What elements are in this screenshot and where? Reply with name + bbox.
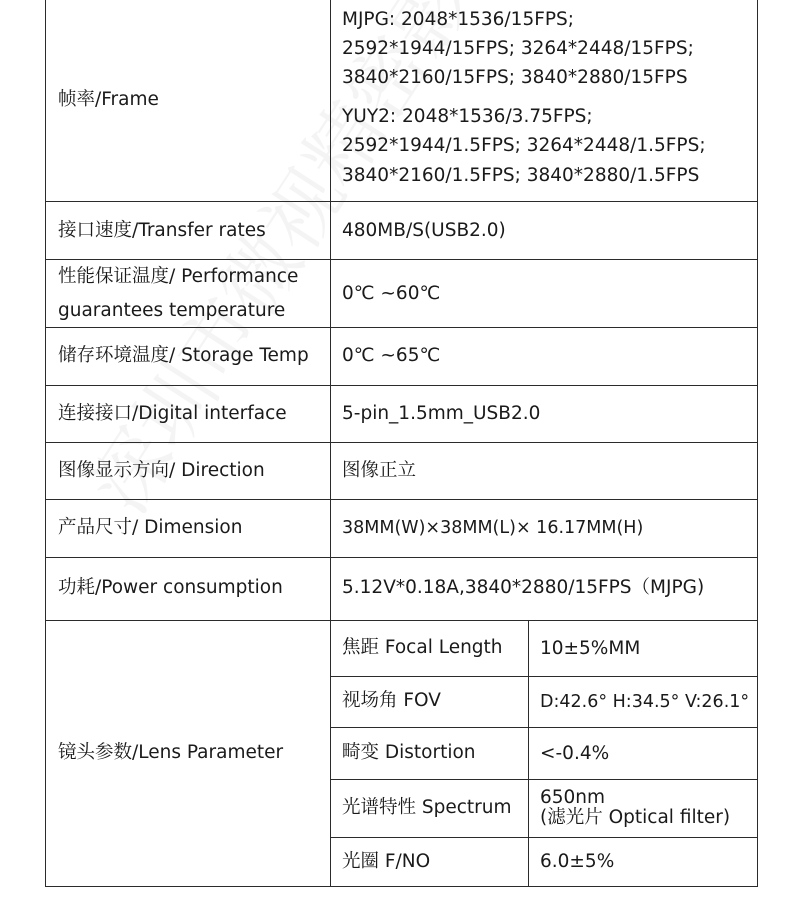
digital-interface-label: 连接接口/Digital interface — [58, 403, 287, 424]
frame-value-line: 3840*2160/1.5FPS; 3840*2880/1.5FPS — [342, 165, 700, 186]
frame-value-line: 2592*1944/15FPS; 3264*2448/15FPS; — [342, 38, 694, 59]
focal-length-value: 10±5%MM — [540, 638, 641, 659]
frame-value-line: YUY2: 2048*1536/3.75FPS; — [342, 106, 593, 127]
distortion-value: <-0.4% — [540, 743, 610, 764]
aperture-value: 6.0±5% — [540, 851, 615, 872]
fov-label: 视场角 FOV — [342, 690, 441, 711]
performance-temp-label: guarantees temperature — [58, 300, 286, 321]
digital-interface-value: 5-pin_1.5mm_USB2.0 — [342, 403, 541, 424]
spectrum-value: 650nm — [540, 787, 606, 808]
dimension-label: 产品尺寸/ Dimension — [58, 517, 243, 538]
frame-value-line: MJPG: 2048*1536/15FPS; — [342, 9, 574, 30]
frame-value-line: 3840*2160/15FPS; 3840*2880/15FPS — [342, 67, 688, 88]
spectrum-label: 光谱特性 Spectrum — [342, 797, 512, 818]
spectrum-filter-value: (滤光片 Optical filter) — [540, 807, 731, 828]
direction-value: 图像正立 — [342, 460, 417, 481]
lens-parameter-label: 镜头参数/Lens Parameter — [58, 742, 284, 763]
transfer-rates-value: 480MB/S(USB2.0) — [342, 220, 506, 241]
distortion-label: 畸变 Distortion — [342, 742, 476, 763]
frame-label: 帧率/Frame — [58, 89, 159, 110]
frame-value-line: 2592*1944/1.5FPS; 3264*2448/1.5FPS; — [342, 135, 706, 156]
performance-temp-value: 0℃ ~60℃ — [342, 283, 441, 304]
storage-temp-label: 储存环境温度/ Storage Temp — [58, 345, 309, 366]
direction-label: 图像显示方向/ Direction — [58, 460, 265, 481]
fov-value: D:42.6° H:34.5° V:26.1° — [540, 692, 750, 712]
power-value: 5.12V*0.18A,3840*2880/15FPS（MJPG) — [342, 577, 705, 598]
aperture-label: 光圈 F/NO — [342, 851, 431, 872]
power-label: 功耗/Power consumption — [58, 577, 283, 598]
storage-temp-value: 0℃ ~65℃ — [342, 345, 441, 366]
focal-length-label: 焦距 Focal Length — [342, 637, 503, 658]
performance-temp-label: 性能保证温度/ Performance — [58, 266, 299, 287]
transfer-rates-label: 接口速度/Transfer rates — [58, 220, 266, 241]
dimension-value: 38MM(W)×38MM(L)× 16.17MM(H) — [342, 518, 644, 538]
